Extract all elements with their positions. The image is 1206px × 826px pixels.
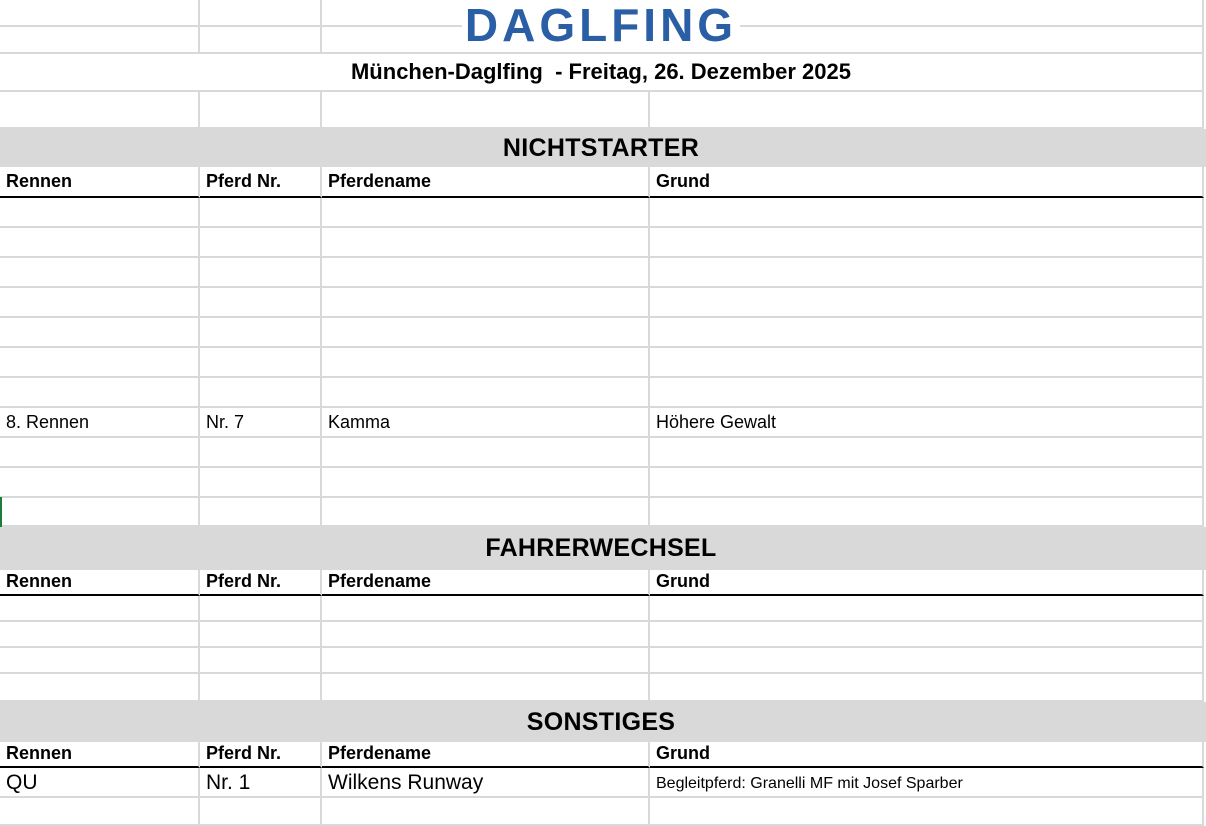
table-row — [0, 674, 1206, 702]
cell[interactable] — [200, 348, 322, 378]
cell-grund[interactable]: Höhere Gewalt — [650, 408, 1204, 438]
page-title: München-Daglfing - Freitag, 26. Dezember 2025 — [350, 59, 851, 84]
cell[interactable] — [0, 674, 200, 702]
empty-row — [0, 92, 1206, 129]
cell[interactable] — [650, 622, 1204, 648]
cell[interactable] — [200, 798, 322, 826]
table-row — [0, 768, 1206, 798]
table-row — [0, 498, 1206, 527]
cell[interactable] — [322, 228, 650, 258]
cell[interactable] — [650, 228, 1204, 258]
column-header-grund[interactable]: Grund — [650, 167, 1204, 198]
cell[interactable] — [322, 468, 650, 498]
cell-pferdename[interactable]: Kamma — [322, 408, 650, 438]
cell[interactable] — [650, 198, 1204, 228]
cell[interactable] — [650, 468, 1204, 498]
cell-pferd-nr[interactable]: Nr. 1 — [200, 768, 322, 798]
cell[interactable] — [0, 378, 200, 408]
cell[interactable] — [0, 468, 200, 498]
table-row — [0, 378, 1206, 408]
banner-cell[interactable] — [0, 129, 1204, 167]
cell[interactable] — [322, 258, 650, 288]
cell[interactable] — [322, 348, 650, 378]
cell[interactable] — [322, 648, 650, 674]
logo-area — [0, 0, 1204, 54]
cell[interactable] — [650, 378, 1204, 408]
fahrerwechsel-banner — [0, 527, 1206, 570]
column-header-grund[interactable]: Grund — [650, 570, 1204, 596]
cell[interactable] — [200, 318, 322, 348]
fahrerwechsel-header-row — [0, 570, 1206, 596]
table-row — [0, 648, 1206, 674]
cell[interactable] — [0, 348, 200, 378]
cell[interactable] — [200, 674, 322, 702]
cell[interactable] — [650, 318, 1204, 348]
cell[interactable] — [200, 258, 322, 288]
cell[interactable] — [0, 596, 200, 622]
section-title: FAHRERWECHSEL — [485, 534, 717, 562]
cell[interactable] — [650, 438, 1204, 468]
cell[interactable] — [322, 798, 650, 826]
table-row — [0, 798, 1206, 826]
cell[interactable] — [322, 92, 650, 129]
cell[interactable] — [200, 228, 322, 258]
column-header-pferdename[interactable]: Pferdename — [322, 742, 650, 768]
cell[interactable] — [650, 596, 1204, 622]
banner-cell[interactable] — [0, 527, 1204, 570]
column-header-grund[interactable]: Grund — [650, 742, 1204, 768]
cell[interactable] — [322, 198, 650, 228]
cell[interactable] — [0, 258, 200, 288]
cell[interactable] — [322, 622, 650, 648]
section-title: SONSTIGES — [526, 707, 676, 736]
cell[interactable] — [322, 498, 650, 527]
table-row — [0, 408, 1206, 438]
nichtstarter-banner — [0, 129, 1206, 167]
column-header-pferdename[interactable]: Pferdename — [322, 167, 650, 198]
cell-grund[interactable]: Begleitpferd: Granelli MF mit Josef Sparber — [650, 768, 1204, 798]
cell[interactable] — [650, 258, 1204, 288]
cell[interactable] — [650, 798, 1204, 826]
cell[interactable] — [0, 648, 200, 674]
table-row — [0, 288, 1206, 318]
cell-pferd-nr[interactable]: Nr. 7 — [200, 408, 322, 438]
cell[interactable] — [0, 92, 200, 129]
column-header-rennen[interactable]: Rennen — [0, 742, 200, 768]
cell[interactable] — [200, 92, 322, 129]
cell[interactable] — [0, 198, 200, 228]
cell-rennen[interactable]: 8. Rennen — [0, 408, 200, 438]
cell[interactable] — [200, 288, 322, 318]
sonstiges-banner — [0, 702, 1206, 742]
cell[interactable] — [322, 438, 650, 468]
cell[interactable] — [0, 318, 200, 348]
column-header-pferd-nr[interactable]: Pferd Nr. — [200, 570, 322, 596]
cell[interactable] — [0, 438, 200, 468]
cell[interactable] — [200, 648, 322, 674]
cell[interactable] — [0, 228, 200, 258]
column-header-pferdename[interactable]: Pferdename — [322, 570, 650, 596]
cell[interactable] — [650, 92, 1204, 129]
table-row — [0, 318, 1206, 348]
table-row — [0, 228, 1206, 258]
cell[interactable] — [650, 288, 1204, 318]
cell[interactable] — [650, 498, 1204, 527]
section-title: NICHTSTARTER — [502, 133, 700, 162]
sonstiges-header-row — [0, 742, 1206, 768]
daglfing-logo: DAGLFING — [462, 0, 740, 52]
table-row — [0, 622, 1206, 648]
cell[interactable] — [200, 468, 322, 498]
nichtstarter-header-row — [0, 167, 1206, 198]
cell[interactable] — [0, 622, 200, 648]
cell[interactable] — [650, 648, 1204, 674]
cell[interactable] — [0, 798, 200, 826]
cell[interactable] — [200, 378, 322, 408]
cell[interactable] — [322, 596, 650, 622]
column-header-rennen[interactable]: Rennen — [0, 570, 200, 596]
selection-marker — [0, 497, 2, 527]
cell[interactable] — [322, 288, 650, 318]
cell[interactable] — [200, 198, 322, 228]
subtitle-cell[interactable] — [0, 54, 1204, 92]
cell[interactable] — [200, 498, 322, 527]
cell-pferdename[interactable]: Wilkens Runway — [322, 768, 650, 798]
column-header-pferd-nr[interactable]: Pferd Nr. — [200, 167, 322, 198]
cell[interactable] — [322, 318, 650, 348]
cell[interactable] — [0, 288, 200, 318]
column-header-rennen[interactable]: Rennen — [0, 167, 200, 198]
cell[interactable] — [200, 438, 322, 468]
cell[interactable] — [200, 596, 322, 622]
table-row — [0, 258, 1206, 288]
table-row — [0, 438, 1206, 468]
cell-rennen[interactable]: QU — [0, 768, 200, 798]
cell[interactable] — [650, 348, 1204, 378]
cell[interactable] — [0, 498, 200, 527]
cell[interactable] — [650, 674, 1204, 702]
table-row — [0, 596, 1206, 622]
table-row — [0, 348, 1206, 378]
table-row — [0, 468, 1206, 498]
banner-cell[interactable] — [0, 702, 1204, 742]
cell[interactable] — [322, 378, 650, 408]
column-header-pferd-nr[interactable]: Pferd Nr. — [200, 742, 322, 768]
subtitle-row — [0, 54, 1206, 92]
table-row — [0, 198, 1206, 228]
cell[interactable] — [200, 622, 322, 648]
cell[interactable] — [322, 674, 650, 702]
